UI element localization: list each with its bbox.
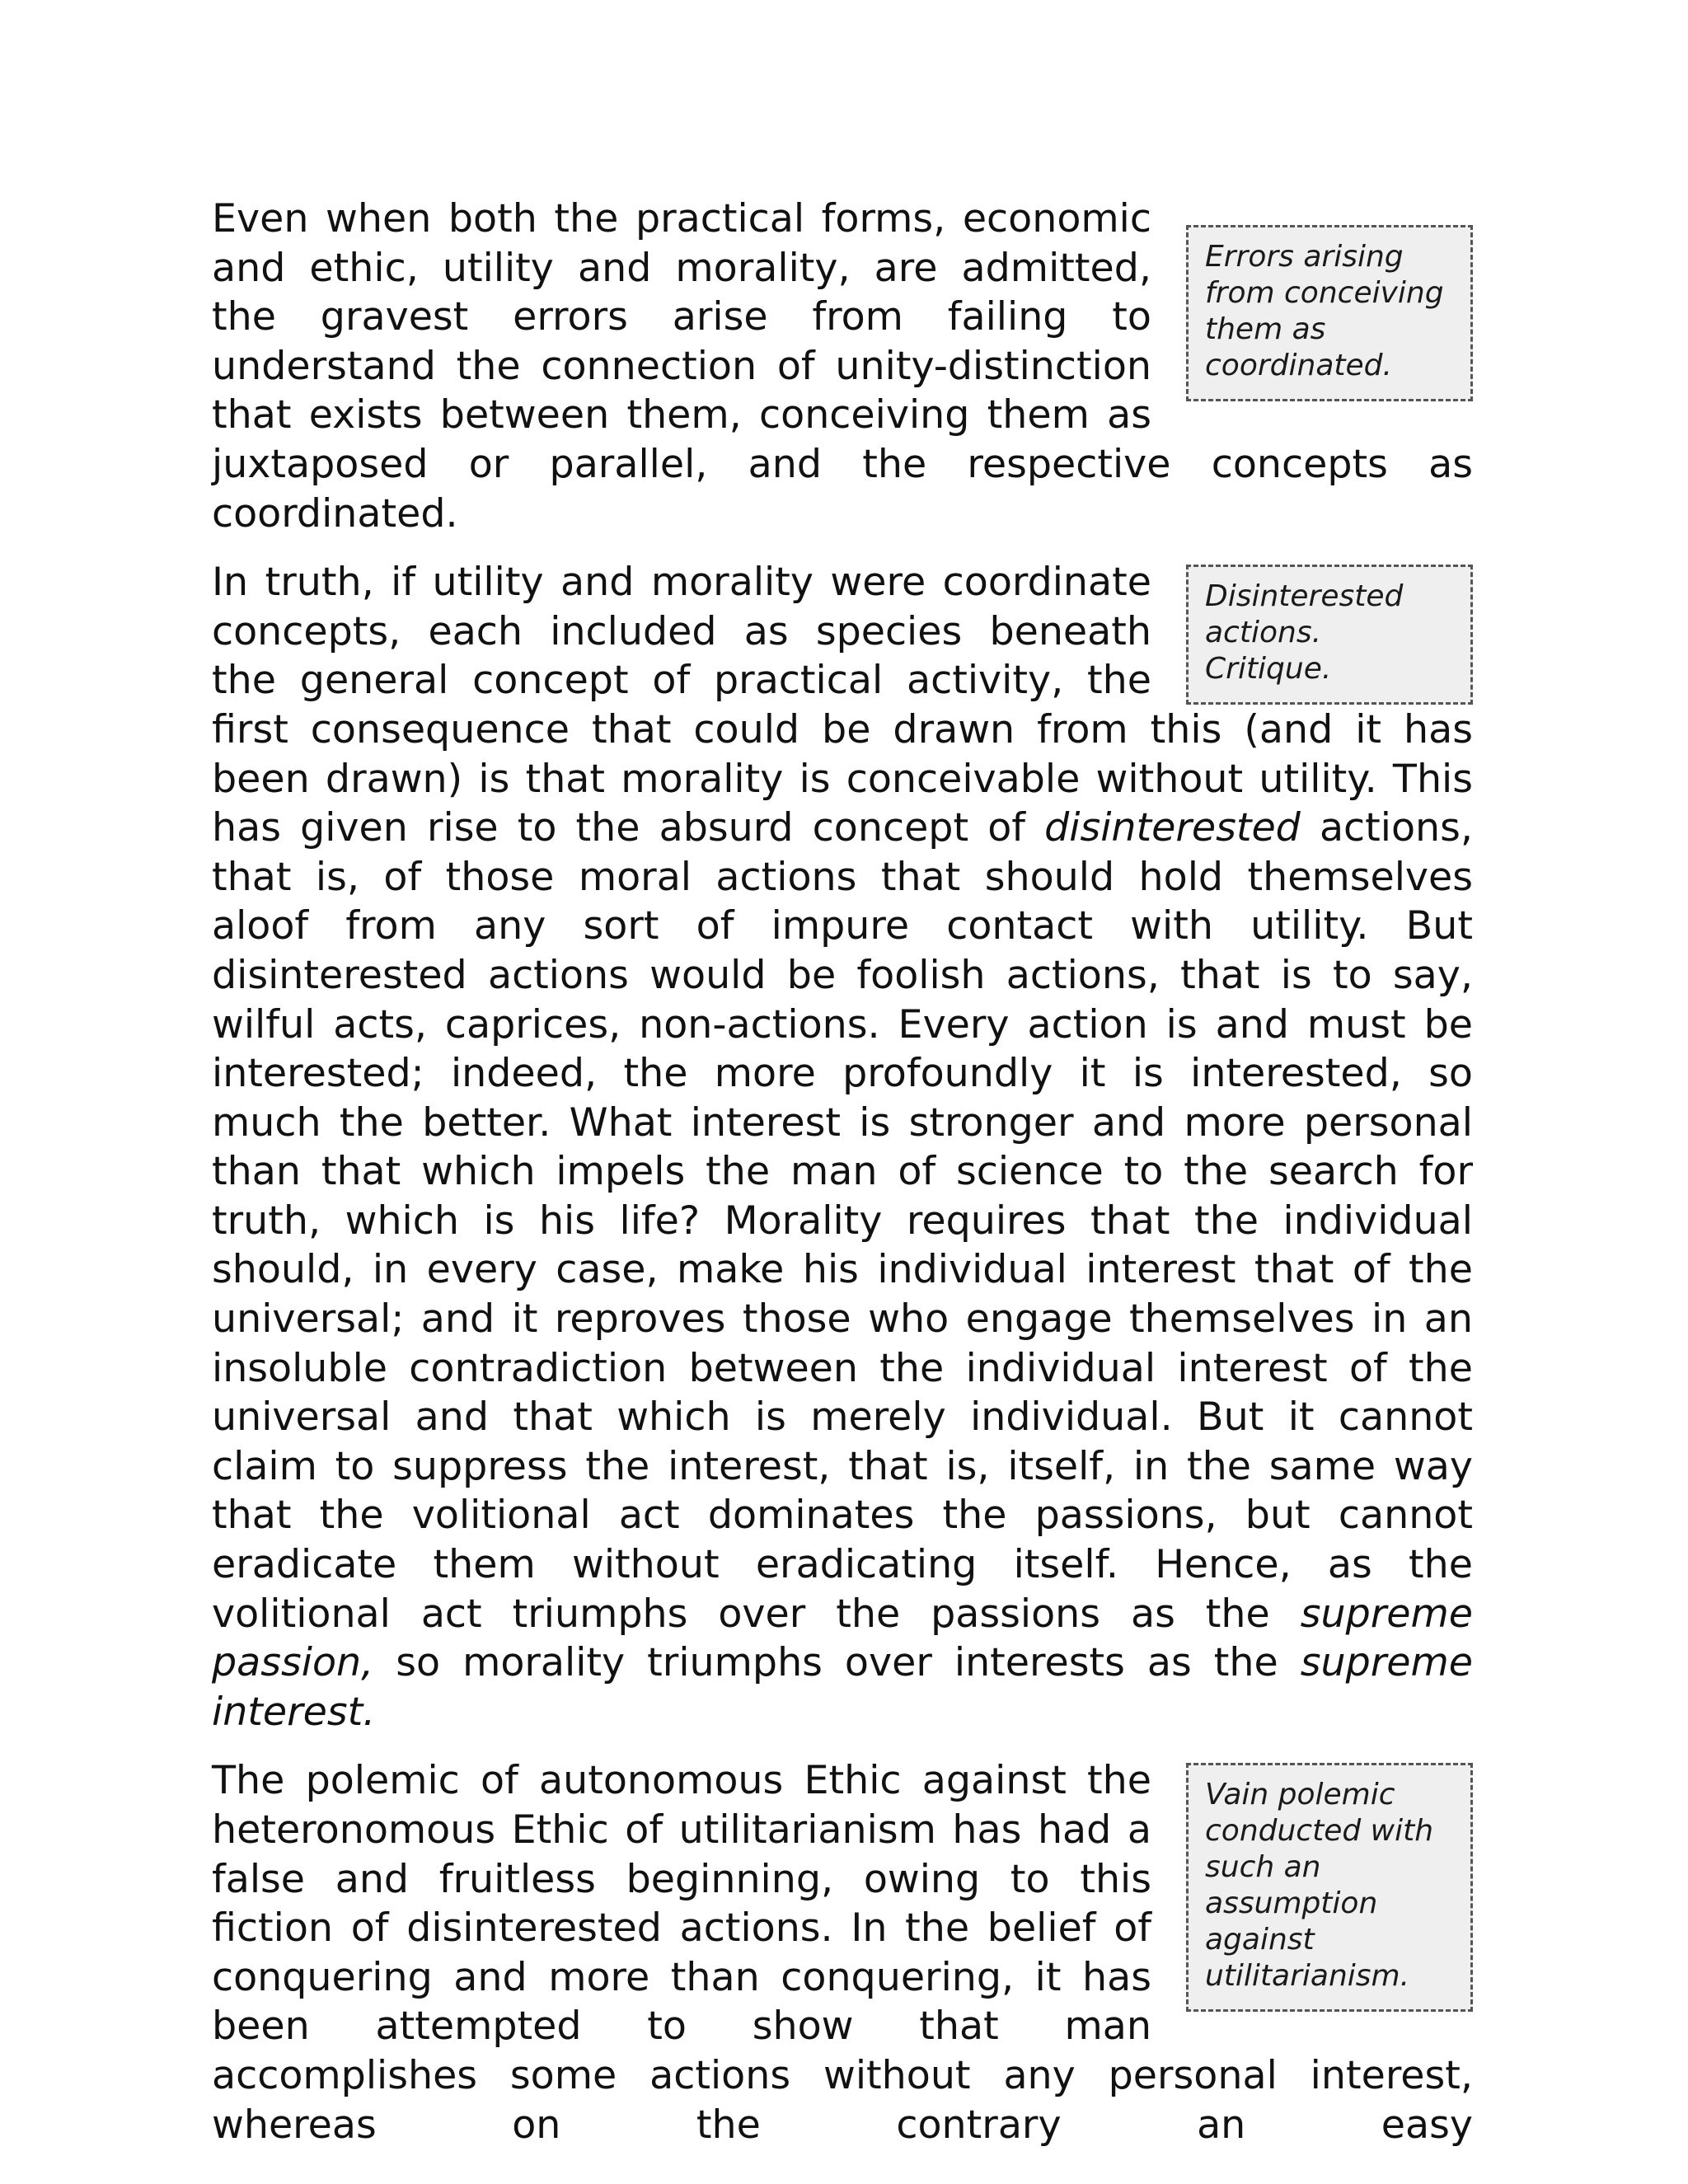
paragraph-text: The polemic of autonomous Ethic against the heteronomous Ethic of utilitarianism has had a false and fruitless beginning, owing to this fiction of disinterested actions. In the belief of conquering and more than conquering, it has been attempted to show that man accomplishes some actions without any personal interest, whereas on the contrary an easy [212,1758,1473,2148]
margin-note-wrapper [1186,1763,1473,2012]
margin-note-errors: Errors arising from conceiving them as coordinated. [1186,225,1473,401]
paragraph-text: Even when both the practical forms, economic and ethic, utility and morality, are admitted, the gravest errors arise from failing to understand the connection of unity-distinction that exists between them, conceiving them as juxtaposed or parallel, and the respective concepts as coordinated. [212,196,1473,537]
paragraph-text: In truth, if utility and morality were coordinate concepts, each included as species beneath the general concept of practical activity, the first consequence that could be drawn from this (and it has been drawn) is that morality is conceivable without utility. This has given rise to the absurd concept of [212,560,1473,851]
paragraph-coordination-errors [212,194,1473,538]
margin-note-vain-polemic: Vain polemic conducted with such an assumption against utilitarianism. [1186,1763,1473,2012]
page-body [212,194,1473,2149]
paragraph-text: actions, that is, of those moral actions that should hold themselves aloof from any sort of impure contact with utility. But disinterested actions would be foolish actions, that is to say, wilful acts, caprices, non-actions. Every action is and must be interested; indeed, the more profoundly it is interested, so much the better. What interest is stronger and more personal than that which impels the man of science to the search for truth, which is his life? Morality requires that the individual should, in every case, make his individual interest that of the universal; and it reproves those who engage themselves in an insoluble contradiction between the individual interest of the universal and that which is merely individual. But it cannot claim to suppress the interest, that is, itself, in the same way that the volitional act dominates the passions, but cannot eradicate them without eradicating itself. Hence, as the volitional act triumphs over the passions as the [212,805,1474,1637]
paragraph-text: so morality triumphs over interests as the [373,1640,1301,1686]
emphasis-supreme-interest: supreme interest. [212,1640,1473,1735]
paragraph-vain-polemic [212,1756,1473,2149]
emphasis-supreme-passion: supreme passion, [212,1591,1473,1686]
margin-note-disinterested: Disinterested actions. Critique. [1186,565,1473,705]
margin-note-wrapper [1186,565,1473,705]
margin-note-wrapper [1186,225,1473,401]
emphasis-disinterested: disinterested [1044,805,1301,851]
paragraph-disinterested-actions [212,558,1473,1736]
